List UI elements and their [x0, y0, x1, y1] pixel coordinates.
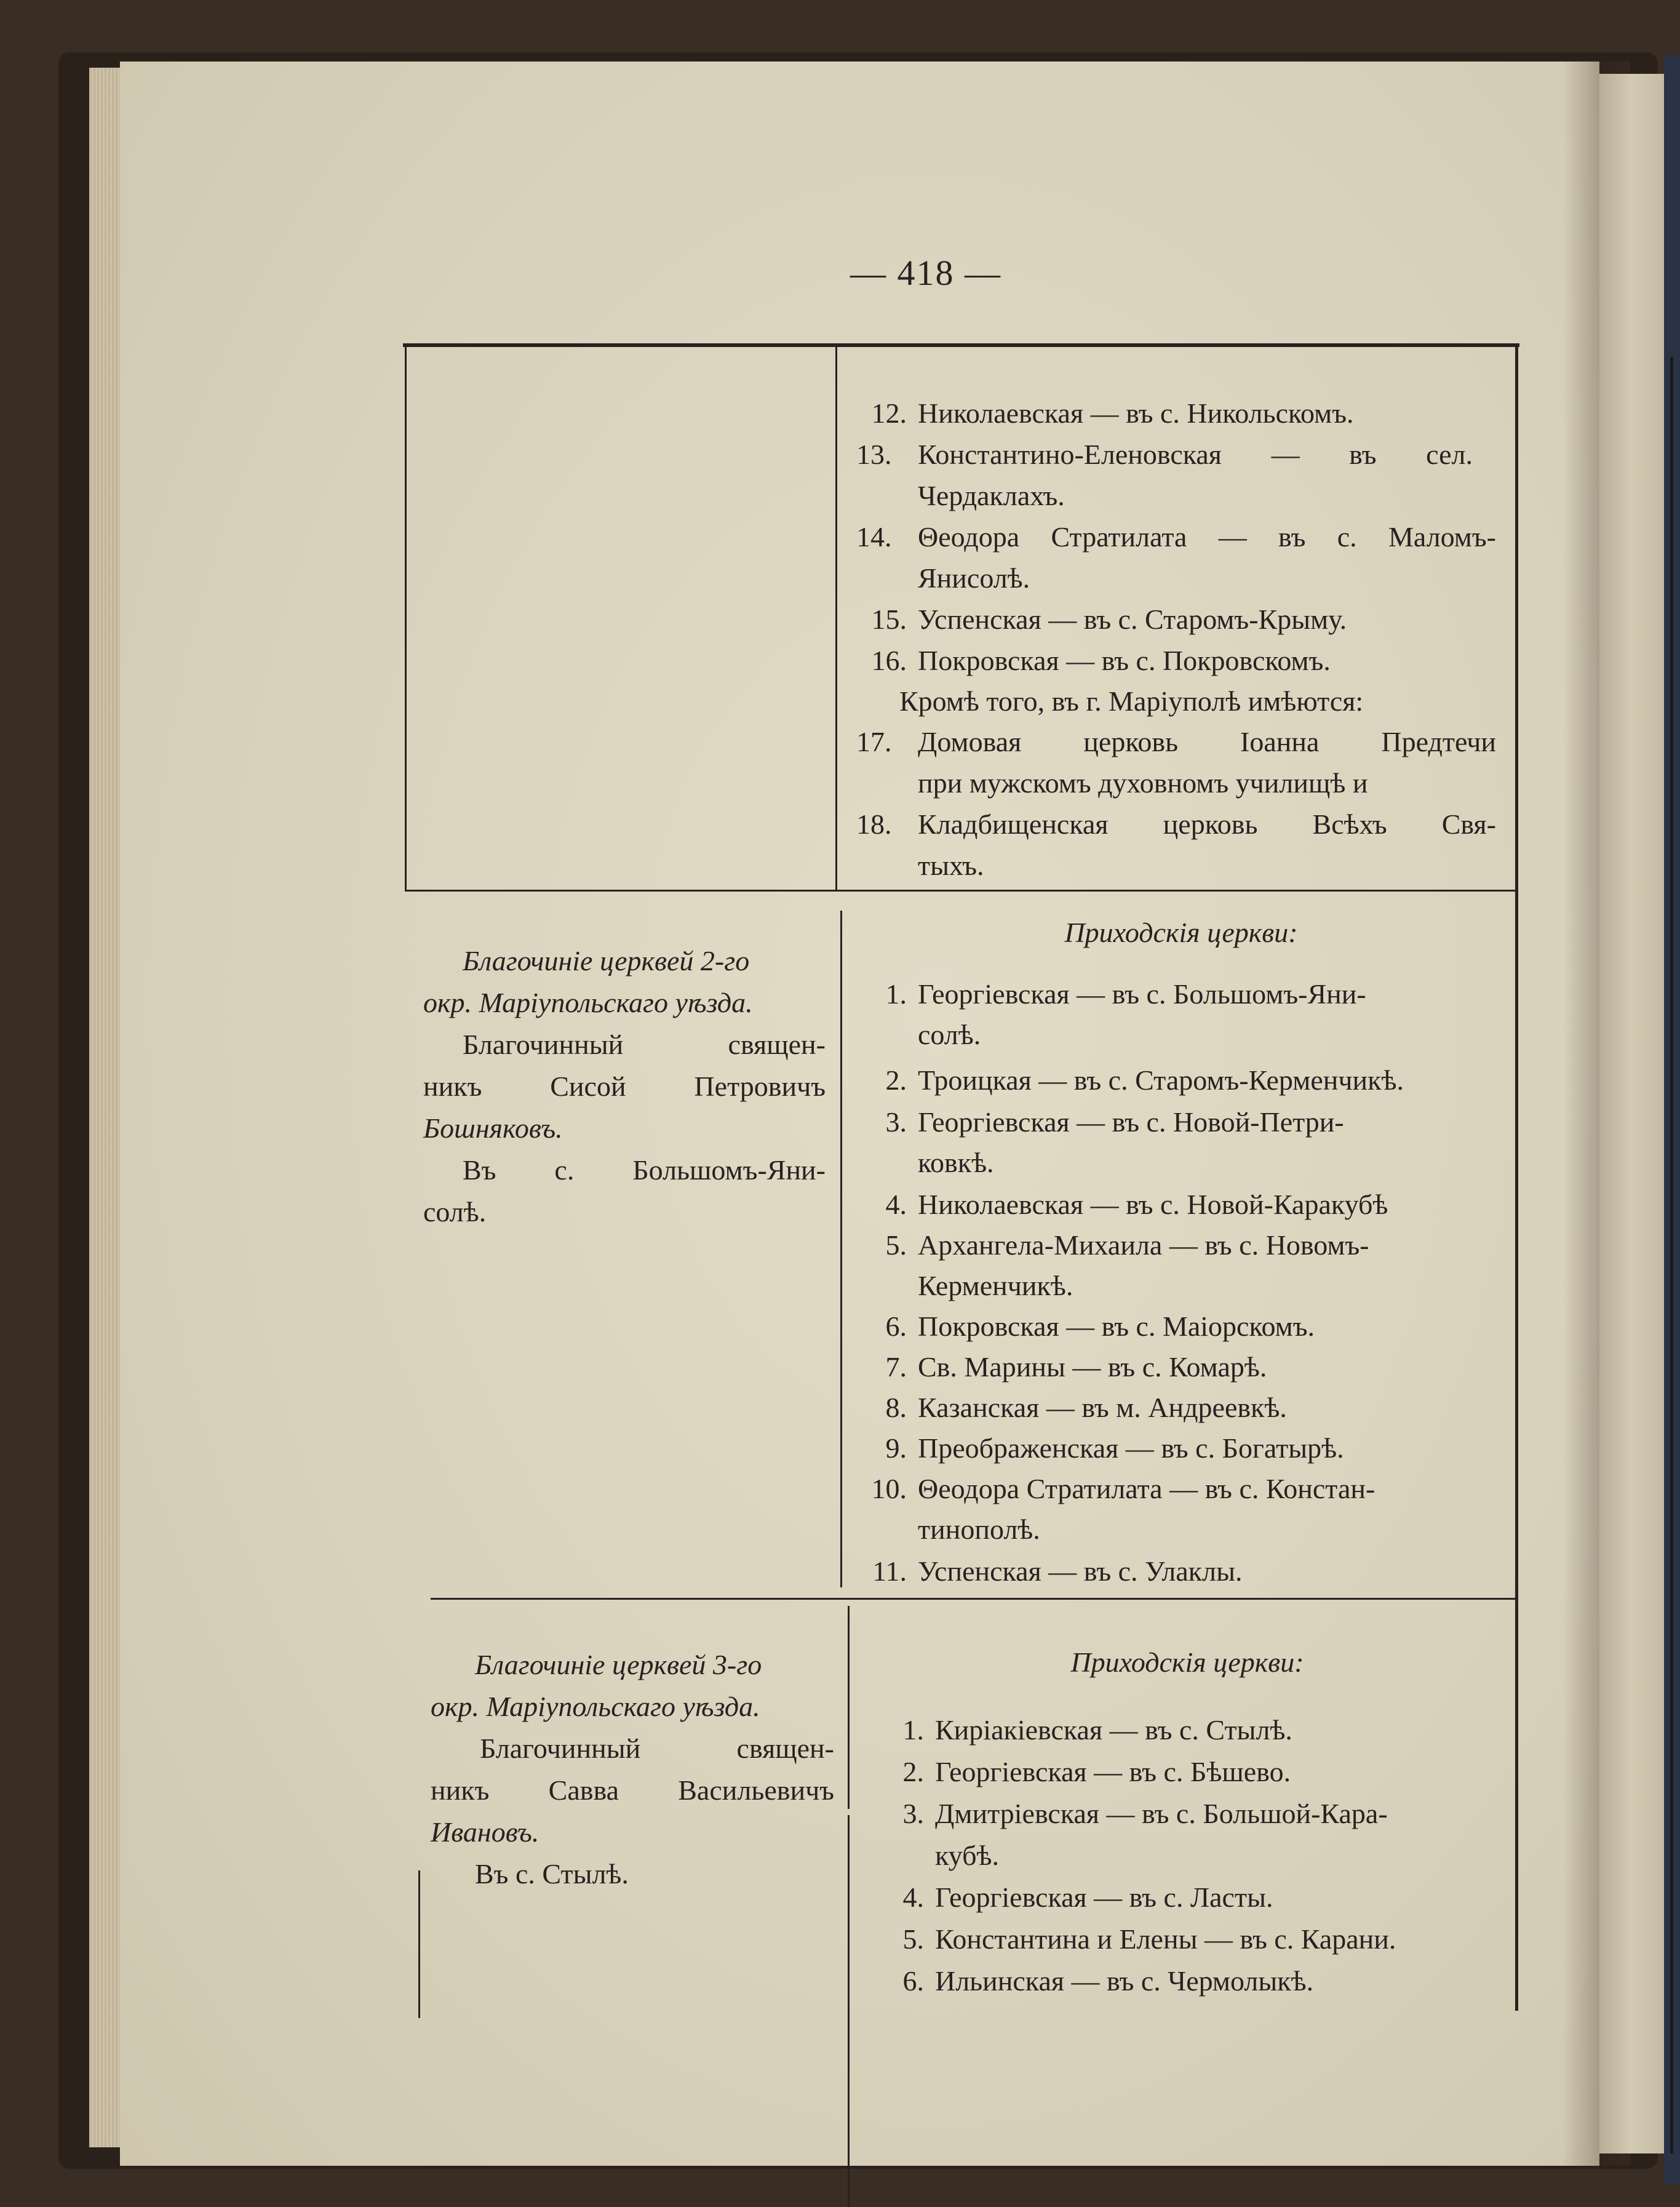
section-heading: Приходскія церкви: — [1064, 917, 1298, 948]
list-item: Янисолѣ. — [918, 562, 1030, 594]
list-item: 13. Константино-Еленовская — въ сел. — [856, 439, 1473, 470]
list-item: 15. Успенская — въ с. Старомъ-Крыму. — [871, 604, 1347, 635]
column-divider-3 — [848, 1606, 850, 1809]
list-item: 5. Константина и Елены — въ с. Карани. — [902, 1923, 1396, 1955]
dean-text: Въ с. Стылѣ. — [475, 1858, 629, 1890]
dean-text: никъ Сисой Петровичъ — [423, 1071, 826, 1102]
left-margin-rule — [418, 1870, 420, 2018]
list-item: кубѣ. — [935, 1840, 999, 1871]
list-item: 3. Георгіевская — въ с. Новой-Петри- — [885, 1106, 1344, 1138]
list-item: 16. Покровская — въ с. Покровскомъ. — [871, 645, 1331, 676]
list-item: 1. Георгіевская — въ с. Большомъ-Яни- — [885, 978, 1366, 1010]
list-item: при мужскомъ духовномъ училищѣ и — [918, 767, 1368, 799]
list-item: 4. Георгіевская — въ с. Ласты. — [902, 1882, 1273, 1913]
table-right-rule — [1515, 343, 1518, 2011]
column-divider-3b — [848, 1815, 850, 2207]
section-heading: Приходскія церкви: — [1070, 1646, 1304, 1678]
column-divider-2 — [840, 911, 842, 1587]
deanery-title: окр. Маріупольскаго уѣзда. — [423, 987, 753, 1018]
list-item: 7. Св. Марины — въ с. Комарѣ. — [885, 1351, 1267, 1383]
list-item: солѣ. — [918, 1019, 981, 1050]
table-top-rule — [403, 343, 1519, 347]
next-page-rule — [1670, 357, 1673, 2153]
dean-text: Въ с. Большомъ-Яни- — [463, 1154, 826, 1186]
deanery-title: Благочиніе церквей 2-го — [463, 945, 750, 976]
list-item: 6. Ильинская — въ с. Чермолыкѣ. — [902, 1965, 1314, 1997]
list-item: 6. Покровская — въ с. Маіорскомъ. — [885, 1311, 1315, 1342]
list-item: 17. Домовая церковь Іоанна Предтечи — [856, 726, 1496, 757]
dean-name: Ивановъ. — [431, 1816, 539, 1848]
list-item: 10. Θеодора Стратилата — въ с. Констан- — [871, 1473, 1375, 1504]
list-item: 14. Θеодора Стратилата — въ с. Маломъ- — [856, 521, 1496, 553]
dean-text: Благочинный священ- — [480, 1733, 834, 1764]
table-left-rule — [405, 343, 407, 891]
list-item: 5. Архангела-Михаила — въ с. Новомъ- — [885, 1229, 1369, 1261]
note-text: Кромѣ того, въ г. Маріуполѣ имѣются: — [899, 685, 1364, 717]
page-number: — 418 — — [850, 253, 1001, 293]
list-item: 2. Троицкая — въ с. Старомъ-Керменчикѣ. — [885, 1064, 1404, 1096]
list-item: 18. Кладбищенская церковь Всѣхъ Свя- — [856, 808, 1496, 840]
list-item: Чердаклахъ. — [918, 480, 1065, 511]
dean-text: Благочинный священ- — [463, 1029, 826, 1060]
list-item: 4. Николаевская — въ с. Новой-Каракубѣ — [885, 1189, 1388, 1220]
column-divider-1 — [835, 346, 837, 890]
list-item: ковкѣ. — [918, 1147, 994, 1178]
list-item: тыхъ. — [918, 850, 984, 881]
list-item: 9. Преображенская — въ с. Богатырѣ. — [885, 1432, 1344, 1464]
deanery-title: Благочиніе церквей 3-го — [475, 1649, 762, 1680]
section-divider-2 — [431, 1598, 1517, 1600]
list-item: 12. Николаевская — въ с. Никольскомъ. — [871, 397, 1354, 429]
list-item: 11. Успенская — въ с. Улаклы. — [872, 1555, 1243, 1587]
section-divider-1 — [405, 890, 1517, 892]
list-item: 2. Георгіевская — въ с. Бѣшево. — [902, 1756, 1291, 1787]
dean-name: Бошняковъ. — [423, 1112, 563, 1144]
dean-text: никъ Савва Васильевичъ — [431, 1774, 834, 1806]
list-item: 1. Киріакіевская — въ с. Стылѣ. — [902, 1714, 1292, 1746]
list-item: 3. Дмитріевская — въ с. Большой-Кара- — [902, 1798, 1388, 1829]
dean-text: солѣ. — [423, 1196, 487, 1227]
list-item: 8. Казанская — въ м. Андреевкѣ. — [885, 1392, 1287, 1423]
deanery-title: окр. Маріупольскаго уѣзда. — [431, 1691, 760, 1722]
list-item: тинополѣ. — [918, 1514, 1040, 1545]
list-item: Керменчикѣ. — [918, 1270, 1073, 1301]
